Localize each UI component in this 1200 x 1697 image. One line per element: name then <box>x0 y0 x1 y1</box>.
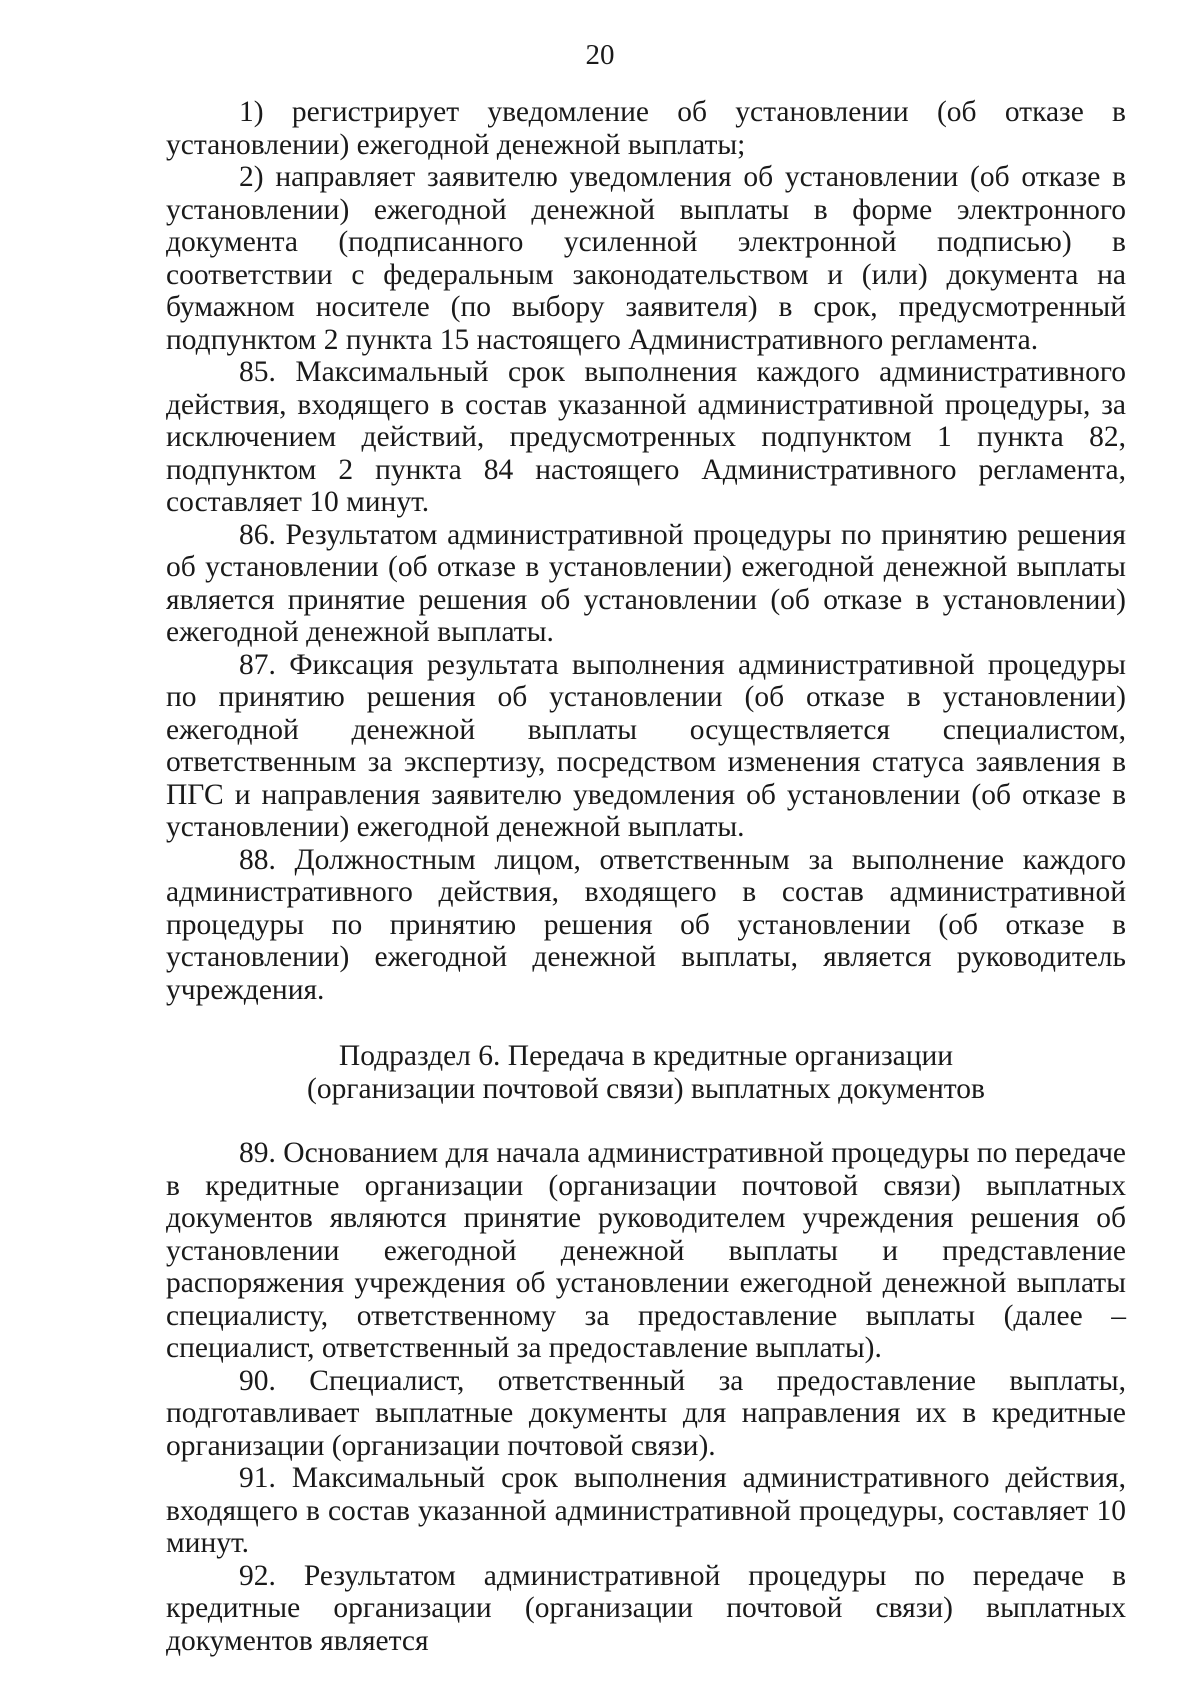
paragraph-85: 85. Максимальный срок выполнения каждого административного действия, входящего в состав указанной административной процедуры, за исключением действий, предусмотренных подпунктом 1 пункта 82, подпунктом 2 пункта 84 настоящего Административного регламента, составляет 10 минут. <box>166 356 1126 518</box>
paragraph-item-2: 2) направляет заявителю уведомления об установлении (об отказе в установлении) ежегодной денежной выплаты в форме электронного документа (подписанного усиленной электронной подписью) в соответствии с федеральным законодательством и (или) документа на бумажном носителе (по выбору заявителя) в срок, предусмотренный подпунктом 2 пункта 15 настоящего Административного регламента. <box>166 161 1126 356</box>
paragraph-92: 92. Результатом административной процедуры по передаче в кредитные организации (организации почтовой связи) выплатных документов является <box>166 1559 1126 1657</box>
subsection-heading <box>166 1040 1126 1105</box>
paragraph-91: 91. Максимальный срок выполнения административного действия, входящего в состав указанной административной процедуры, составляет 10 минут. <box>166 1462 1126 1559</box>
subsection-title-line-1: Подраздел 6. Передача в кредитные организации <box>338 1040 954 1072</box>
paragraph-89: 89. Основанием для начала административной процедуры по передаче в кредитные организации (организации почтовой связи) выплатных документов являются принятие руководителем учреждения решения об установлении ежегодной денежной выплаты и представление распоряжения учреждения об установлении ежегодной денежной выплаты специалисту, ответственному за предоставление выплаты (далее – специалист, ответственный за предоставление выплаты). <box>166 1137 1126 1364</box>
paragraph-item-1: 1) регистрирует уведомление об установлении (об отказе в установлении) ежегодной денежной выплаты; <box>166 96 1126 161</box>
paragraph-90: 90. Специалист, ответственный за предоставление выплаты, подготавливает выплатные документы для направления их в кредитные организации (организации почтовой связи). <box>166 1364 1126 1462</box>
subsection-title-line-2: (организации почтовой связи) выплатных документов <box>307 1072 985 1105</box>
paragraph-87: 87. Фиксация результата выполнения административной процедуры по принятию решения об установлении (об отказе в установлении) ежегодной денежной выплаты осуществляется специалистом, ответственным за экспертизу, посредством изменения статуса заявления в ПГС и направления заявителю уведомления об установлении (об отказе в установлении) ежегодной денежной выплаты. <box>166 648 1126 843</box>
document-body <box>166 96 1126 1657</box>
paragraph-86: 86. Результатом административной процедуры по принятию решения об установлении (об отказе в установлении) ежегодной денежной выплаты является принятие решения об установлении (об отказе в установлении) ежегодной денежной выплаты. <box>166 518 1126 648</box>
paragraph-88: 88. Должностным лицом, ответственным за выполнение каждого административного действия, входящего в состав административной процедуры по принятию решения об установлении (об отказе в установлении) ежегодной денежной выплаты, является руководитель учреждения. <box>166 843 1126 1006</box>
page-number: 20 <box>585 39 615 71</box>
